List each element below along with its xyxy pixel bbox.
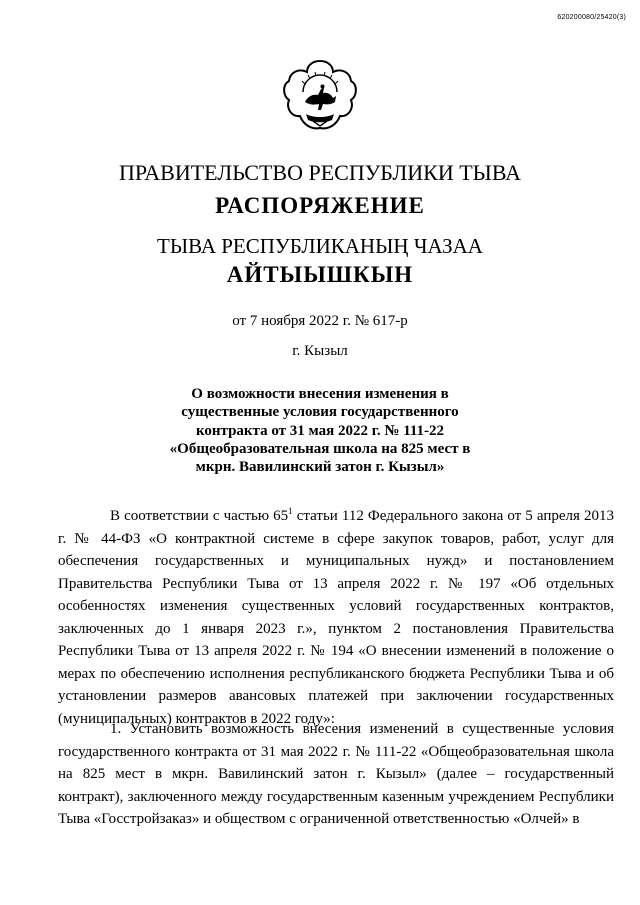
document-title: О возможности внесения изменения в существенные условия государственного контракта от 31 мая 2022 г. № 111-22 «Общеобразовательная школа на 825 мест в мкрн. Вавилинский затон г. Кызыл» bbox=[169, 386, 471, 476]
document-number: 620200080/25420(3) bbox=[557, 14, 626, 21]
paragraph-item-1 bbox=[58, 718, 614, 831]
tuva-emblem-icon bbox=[283, 58, 357, 136]
document-city: г. Кызыл bbox=[292, 343, 348, 359]
preamble-superscript: 1 bbox=[288, 506, 293, 516]
preamble-text-start: В соответствии с частью 65 bbox=[110, 508, 289, 524]
document-type-tyv: АЙТЫЫШКЫН bbox=[226, 262, 414, 287]
government-title-tyv: ТЫВА РЕСПУБЛИКАНЫҢ ЧАЗАА bbox=[157, 234, 483, 258]
document-type-ru: РАСПОРЯЖЕНИЕ bbox=[215, 193, 425, 218]
document-date: от 7 ноября 2022 г. № 617-р bbox=[232, 313, 408, 329]
government-title-ru: ПРАВИТЕЛЬСТВО РЕСПУБЛИКИ ТЫВА bbox=[118, 160, 522, 185]
preamble-text-rest: статьи 112 Федерального закона от 5 апреля 2013 г. № 44-ФЗ «О контрактной системе в сфере закупок товаров, работ, услуг для обеспечения государственных и муниципальных нужд» и постановлением Правительства Республики Тыва от 13 апреля 2022 г. № 197 «Об отдельных особенностях изменения существенных условий государственных контрактов, заключенных до 1 января 2023 г.», пунктом 2 постановления Правительства Республики Тыва от 13 апреля 2022 г. № 194 «О внесении изменений в положение о мерах по обеспечению исполнения республиканского бюджета Республики Тыва и об установлении размеров авансовых платежей при заключении государственных (муниципальных) контрактов в 2022 году»: bbox=[58, 508, 614, 727]
item-1-text: 1. Установить возможность внесения изменений в существенные условия государственного контракта от 31 мая 2022 г. № 111-22 «Общеобразовательная школа на 825 мест в мкрн. Вавилинский затон г. Кызыл» (далее – государственный контракт), заключенного между государственным казенным учреждением Республики Тыва «Госстройзаказ» и обществом с ограниченной ответственностью «Олчей» в bbox=[58, 721, 614, 827]
paragraph-preamble bbox=[58, 505, 614, 730]
